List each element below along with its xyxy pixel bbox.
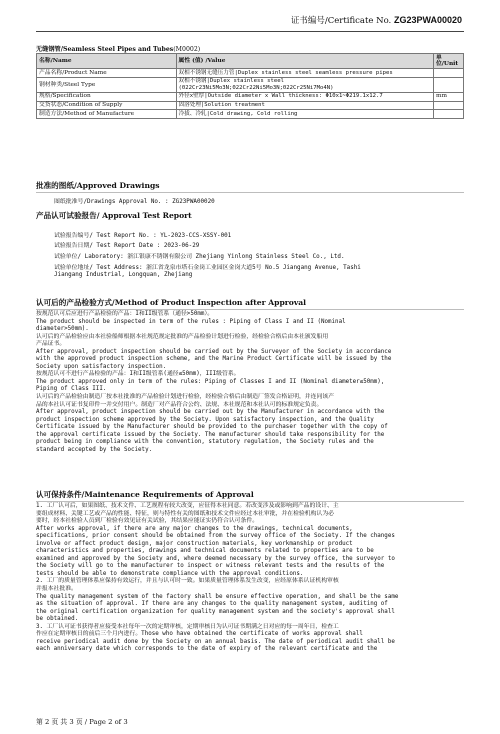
- certificate-number-value: ZG23PWA00020: [393, 15, 462, 25]
- row-value: 固溶处理|Solution treatment: [176, 101, 433, 110]
- certificate-number-label: 证书编号/Certificate No.: [290, 16, 392, 26]
- approval-test-report-heading: 产品认可试验报告/ Approval Test Report: [36, 211, 192, 220]
- column-header-name: 名称/Name: [37, 54, 177, 69]
- test-report-line: 试验单位/ Laboratory: 浙江银康不锈钢有限公司 Zhejiang Yinlong Stainless Steel Co., Ltd.: [54, 254, 345, 260]
- row-unit: [434, 110, 464, 119]
- header-divider: [36, 31, 464, 32]
- certificate-number: [291, 14, 462, 26]
- product-table: [36, 53, 464, 119]
- product-code: (M0002): [173, 46, 201, 53]
- section-divider: [36, 501, 464, 502]
- product-title: [36, 44, 200, 53]
- approved-drawings-heading-text: 批准的图纸/Approved Drawings: [36, 181, 160, 190]
- table-row: [37, 92, 464, 101]
- product-table-header: [37, 54, 464, 69]
- column-header-value: 属性 (值) /Value: [176, 54, 433, 69]
- page-footer: 第 2 页 共 3 页 / Page 2 of 3: [36, 718, 128, 726]
- test-report-line: 试验报告日期/ Test Report Date : 2023-06-29: [54, 243, 200, 249]
- test-report-line: 试验单位地址/ Test Address: 浙江省龙泉市塔石金岗工业园区金岗大道5号 No.5 Jiangang Avenue, Tashi: [54, 265, 361, 271]
- maintenance-requirements-heading: [36, 489, 464, 502]
- row-value: 外径x壁厚|Outside diameter x Wall thickness: Φ10x1~Φ219.1x12.7: [176, 92, 433, 101]
- test-report-line: 试验报告编号/ Test Report No. : YL-2023-CCS-XSSY-001: [54, 233, 232, 239]
- table-row: [37, 110, 464, 119]
- approved-drawings-heading: [36, 180, 464, 193]
- product-inspection-text: 按规范认可后应进行产品检验的产品：I和II级管系（通径>50mm）。 The product should be inspected in term of the rules : Piping of Class I and II (Nominal diameter>50mm). 认可后的产品检验应由本社验船师根据本社规范规定批准的产品检验计划进行检验，经检验合格后由本社颁发船用 产品证书。 After approval, product inspection should be carried out by the Surveyor of the Society in accordance with the approved product inspection scheme, and the Marine Product Certificate will be issued by the Society upon satisfactory inspection. 按规范认可不进行产品检验的产品：I和II级管系(通径≤50mm)，III级管系。 The product approved only in term of the rules: Piping of Classes I and II (Nominal diameter≤50mm), Piping of Class III. 认可后的产品检验由制造厂按本社批准的产品检验计划进行检验，经检验合格后由制造厂签发合格证明，并连同该产 品的本社认可证书复印件一并交付用户。制造厂对产品符合公约、法规、本社规范和本社认可的标准规定负责。 After approval, product inspection should be carried out by the Manufacturer in accordance with the product inspection scheme approved by the Society. Upon satisfactory inspection, and the Quality Certificate issued by the Manufacturer should be provided to the purchaser together with the copy of the approval certificate issued by the Society. The manufacturer should take responsibility for the product being in compliance with the convention, statutory regulation, the Society rules and the standard accepted by the Society.: [36, 311, 392, 453]
- product-inspection-heading-text: 认可后的产品检验方式/Method of Product Inspection after Approval: [36, 298, 307, 307]
- row-name: 产品名称/Product Name: [37, 69, 177, 78]
- column-header-unit: 单位/Unit: [434, 54, 464, 69]
- section-divider: [36, 309, 464, 310]
- row-value: 冷拔、冷轧|Cold drawing, Cold rolling: [176, 110, 433, 119]
- table-row: [37, 69, 464, 78]
- product-inspection-heading: [36, 297, 464, 310]
- drawings-approval-line: 图纸批准号/Drawings Approval No. : ZG23PWA00020: [54, 199, 215, 205]
- row-unit: [434, 77, 464, 92]
- row-name: 交货状态/Condition of Supply: [37, 101, 177, 110]
- row-value: 双相不锈钢|Duplex stainless steel (022Cr23Ni5Mo3N;022Cr22Ni5Mo3N;022Cr25Ni7Mo4N): [176, 77, 433, 92]
- row-unit: mm: [434, 92, 464, 101]
- product-title-text: 无缝钢管/Seamless Steel Pipes and Tubes: [36, 46, 174, 53]
- row-value: 双相不锈钢无缝压力管|Duplex stainless steel seamless pressure pipes: [176, 69, 433, 78]
- test-report-line: Jiangang Industrial, Longquan, Zhejiang: [54, 272, 193, 278]
- row-name: 规格/Specification: [37, 92, 177, 101]
- maintenance-requirements-heading-text: 认可保持条件/Maintenance Requirements of Approval: [36, 490, 254, 499]
- table-row: [37, 77, 464, 92]
- section-divider: [36, 192, 464, 193]
- row-unit: [434, 101, 464, 110]
- table-row: [37, 101, 464, 110]
- row-unit: [434, 69, 464, 78]
- maintenance-requirements-text: 1. 工厂认可后，如果图纸、技术文件、工艺规程有较大改变，应征得本社同意。若改变涉及或影响到产品的设计、主 要组成材料、关键工艺或产品的性能、特征，则与特性有关的图纸和技术文件应经过本社审批，并在检验机构认为必 要时，经本社检验人员到厂检验有效见证有关试验，其结果应能证实仍符合认可条件。 After works approval, if there are any major changes to the drawings, technical documents, specifications, prior consent should be obtained from the survey office of the Society. If the changes involve or affect product design, major construction materials, key workmanship or product characteristics and properties, drawings and technical documents related to properties are to be examined and approved by the Society and, where deemed necessary by the survey office, the surveyor to the Society will go to the manufacturer to inspect or witness relevant tests and the results of the tests should be able to demonstrate compliance with the approval conditions. 2. 工厂的质量管理体系应保持有效运行，并且与认可时一致。如果质量管理体系发生改变，应经原体系认证机构审核 并报本社批准。 The quality management system of the factory shall be ensure effective operation, and shall be the same as the situation of approval. If there are any changes to the quality management system, auditing of the original certification organization for quality management system and the society's approval shall be obtained. 3. 工厂认可证书获得者应接受本社每年一次的定期审核，定期审核日为认可证书期满之日对应的每一周年日，检查工 作应在定期审核日的前后三个月内进行。Those who have obtained the certificate of works approval shall receive periodical audit done by the Society on an annual basis. The date of periodical audit shall be each anniversary date which corresponds to the date of expiry of the relevant certificate and the: [36, 503, 399, 653]
- row-name: 钢材种类/Steel Type: [37, 77, 177, 92]
- row-name: 制造方法/Method of Manufacture: [37, 110, 177, 119]
